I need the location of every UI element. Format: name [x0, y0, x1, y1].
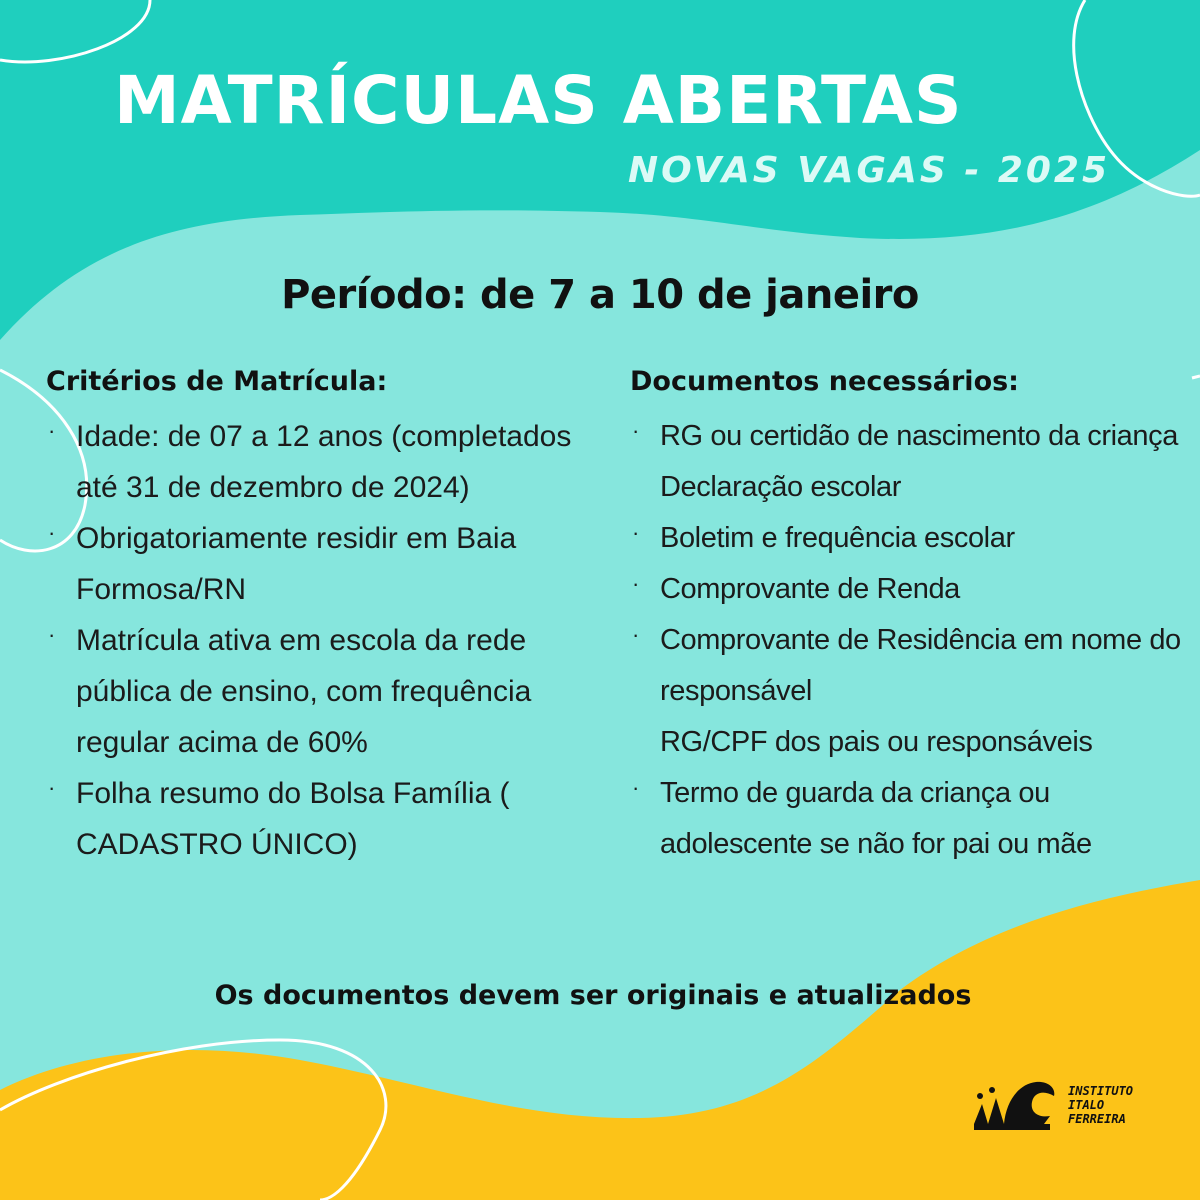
- bullet-dot: ·: [632, 775, 639, 800]
- documents-item: · RG ou certidão de nascimento da criança Declaração escolar: [630, 411, 1190, 513]
- criteria-heading: Critérios de Matrícula:: [46, 366, 388, 397]
- documents-section: [630, 366, 1190, 870]
- bullet-dot: ·: [48, 520, 56, 545]
- documents-item: · Comprovante de Renda: [630, 564, 1190, 615]
- criteria-item: · Obrigatoriamente residir em Baia Formosa/RN: [46, 513, 586, 615]
- bullet-dot: ·: [48, 775, 56, 800]
- bullet-dot: ·: [632, 520, 639, 545]
- bullet-dot: ·: [632, 418, 639, 443]
- period-heading: Período: de 7 a 10 de janeiro: [281, 272, 919, 318]
- institute-logo: [972, 1074, 1172, 1134]
- white-curve-right-edge: [1192, 376, 1200, 378]
- criteria-list: [46, 411, 586, 870]
- logo-text: INSTITUTO ITALO FERREIRA: [1068, 1084, 1134, 1126]
- documents-item: · Termo de guarda da criança ou adolescente se não for pai ou mãe: [630, 768, 1190, 870]
- footer-note: Os documentos devem ser originais e atualizados: [214, 980, 972, 1011]
- bottom-yellow-wave: [0, 880, 1200, 1200]
- bullet-dot: ·: [632, 622, 639, 647]
- documents-item: · Comprovante de Residência em nome do responsável RG/CPF dos pais ou responsáveis: [630, 615, 1190, 768]
- documents-heading: Documentos necessários:: [630, 366, 1019, 397]
- bullet-dot: ·: [48, 418, 56, 443]
- criteria-item: · Idade: de 07 a 12 anos (completados até 31 de dezembro de 2024): [46, 411, 586, 513]
- bullet-dot: ·: [48, 622, 56, 647]
- wave-logo-icon: [972, 1074, 1062, 1134]
- poster-subtitle: NOVAS VAGAS - 2025: [628, 150, 1111, 191]
- bullet-dot: ·: [632, 571, 639, 596]
- documents-list: [630, 411, 1190, 870]
- criteria-item: · Matrícula ativa em escola da rede pública de ensino, com frequência regular acima de 60%: [46, 615, 586, 768]
- poster-title: MATRÍCULAS ABERTAS: [114, 62, 963, 139]
- criteria-item: · Folha resumo do Bolsa Família ( CADASTRO ÚNICO): [46, 768, 586, 870]
- criteria-section: [46, 366, 586, 870]
- documents-item: · Boletim e frequência escolar: [630, 513, 1190, 564]
